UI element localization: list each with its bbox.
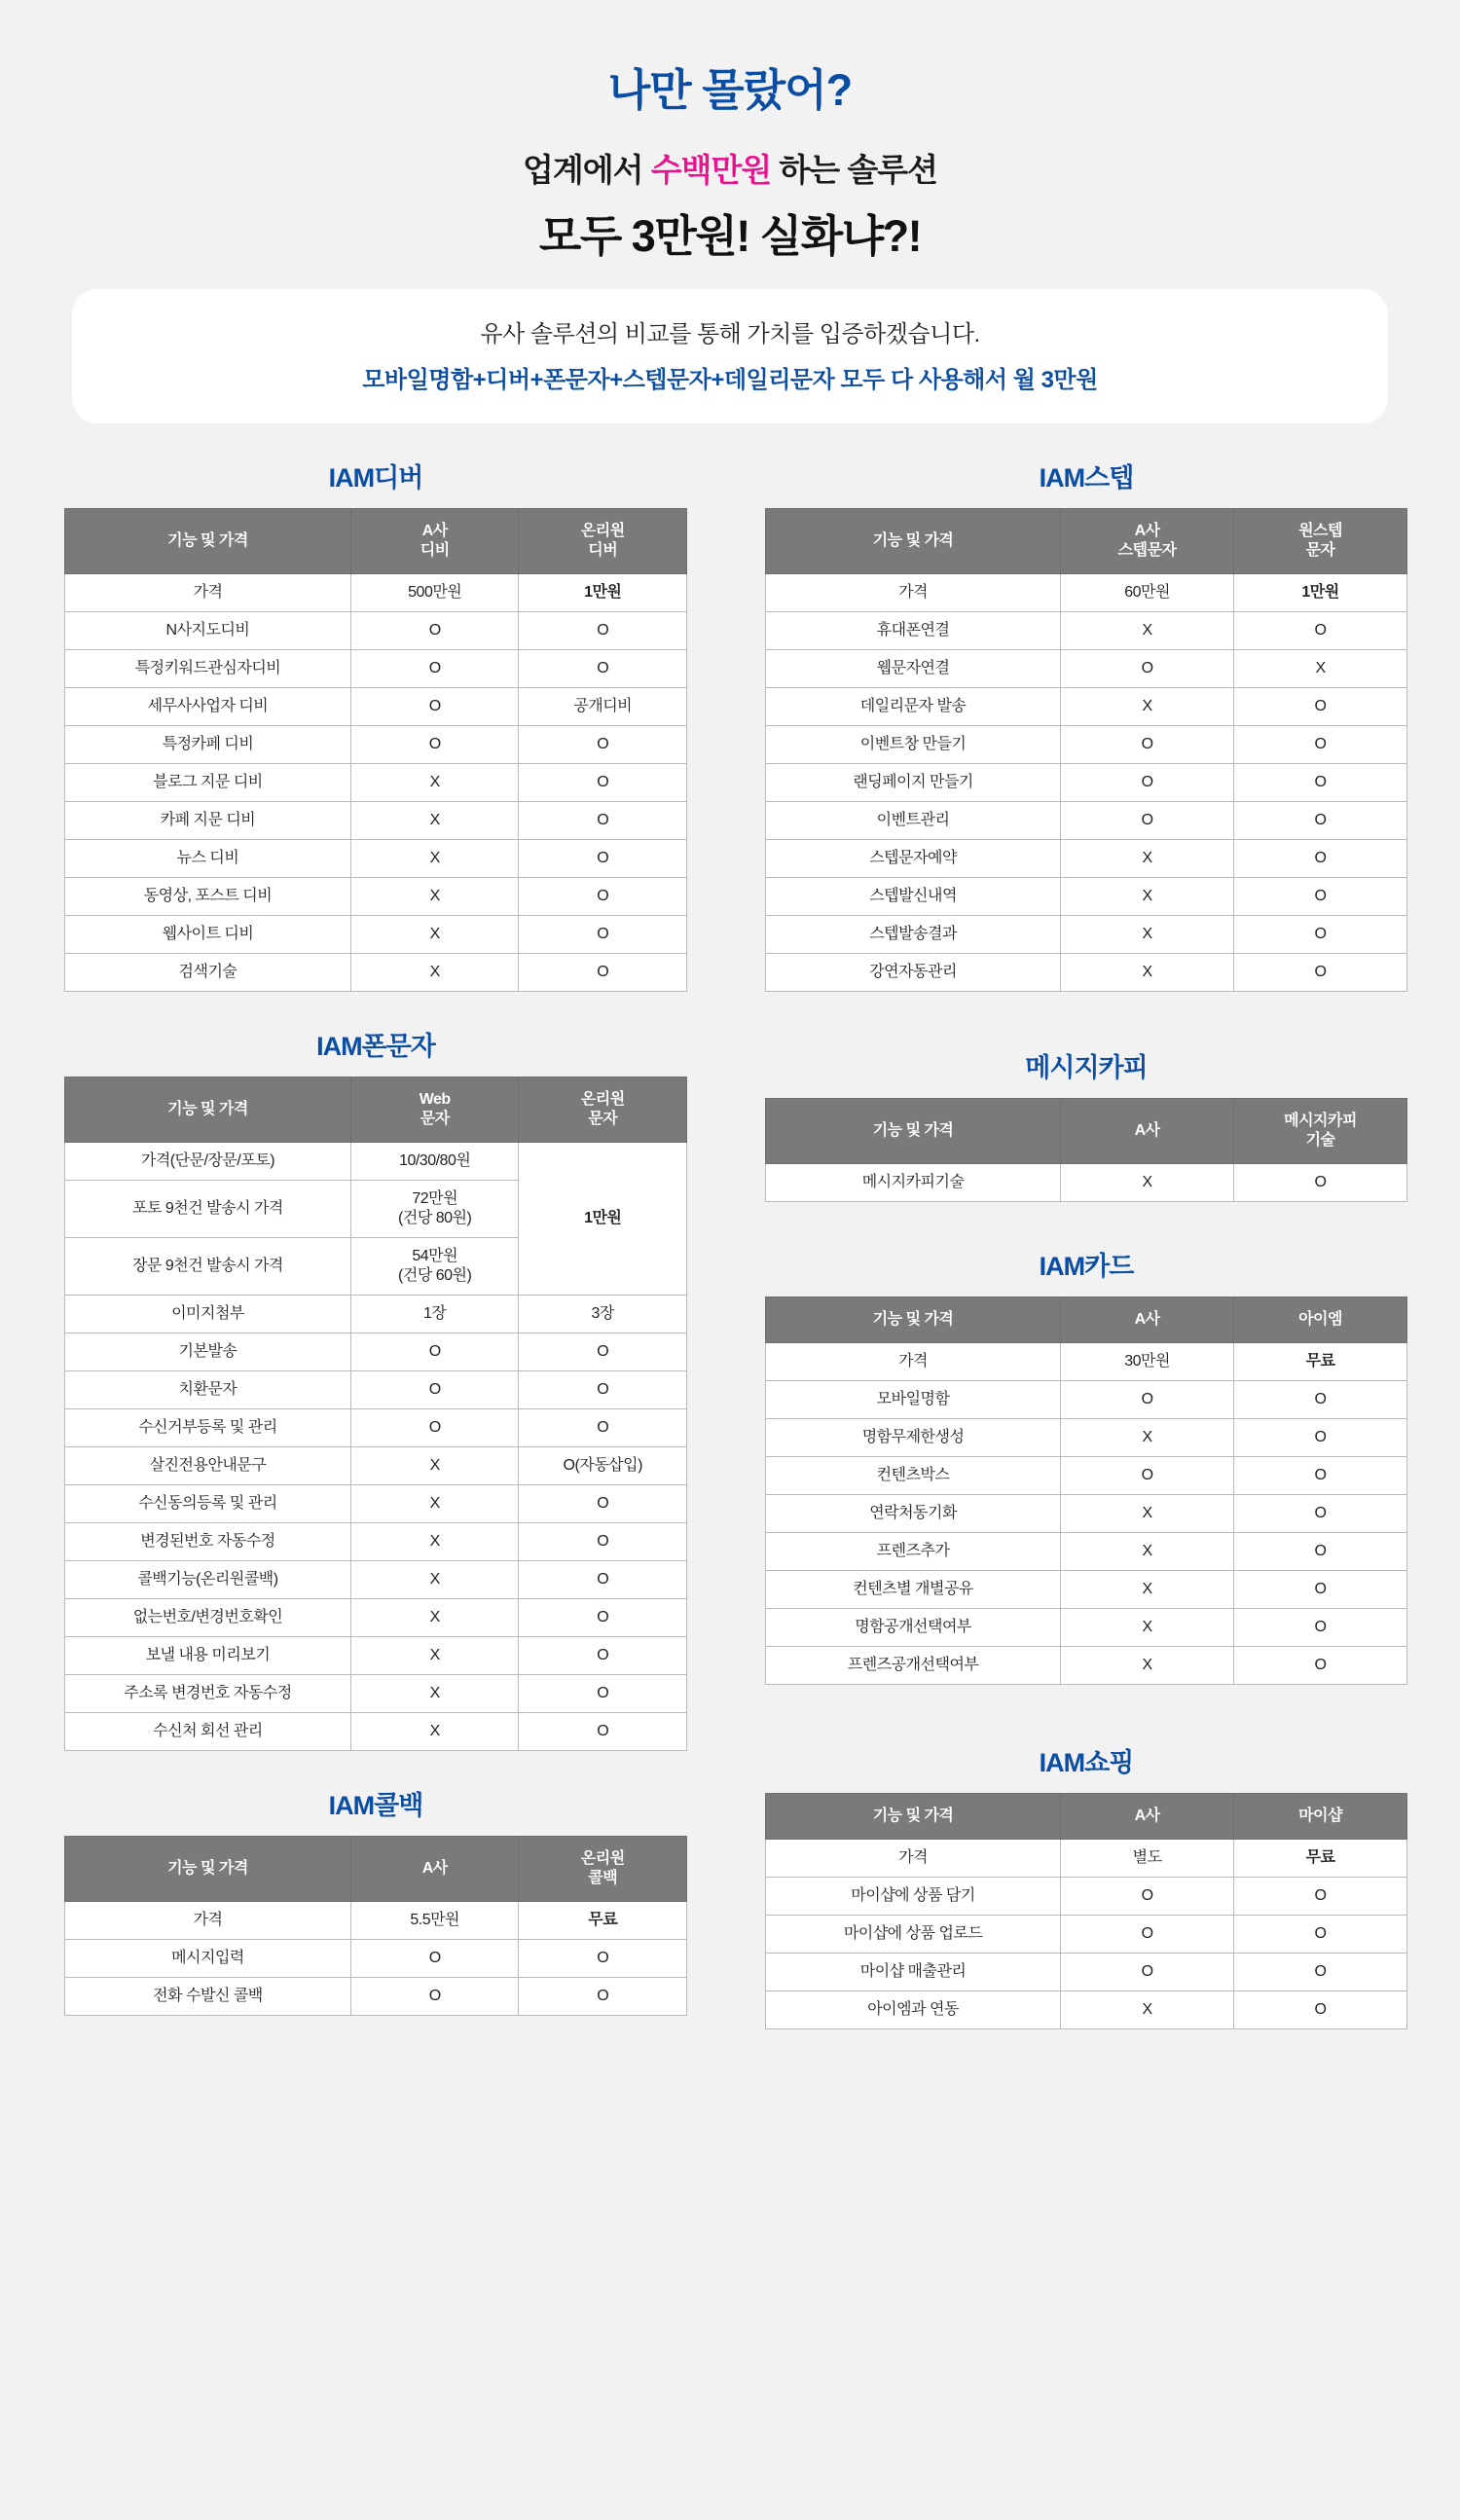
row-feature: 마이샵에 상품 담기	[766, 1878, 1061, 1916]
row-feature: 변경된번호 자동수정	[65, 1523, 351, 1561]
row-value-a: X	[350, 1599, 519, 1637]
table-row	[65, 1902, 687, 1940]
row-value-b: O	[1234, 1609, 1407, 1647]
row-value-a: X	[1061, 1164, 1234, 1202]
row-feature: 전화 수발신 콜백	[65, 1978, 351, 2016]
tables-area	[0, 457, 1460, 2462]
table-row	[65, 1561, 687, 1599]
table-copy	[765, 1098, 1407, 1202]
row-feature: 주소록 변경번호 자동수정	[65, 1675, 351, 1713]
row-value-b: O	[1234, 1991, 1407, 2029]
row-value-a: O	[1061, 650, 1234, 688]
row-value-b-merged: 1만원	[519, 1143, 687, 1296]
row-value-a: X	[350, 1485, 519, 1523]
hero-subtitle	[0, 145, 1460, 191]
table-row	[766, 916, 1407, 954]
row-feature: 강연자동관리	[766, 954, 1061, 992]
block-shopping	[765, 1741, 1407, 2029]
row-value-b: O	[1234, 878, 1407, 916]
table-row	[766, 612, 1407, 650]
row-value-b: 무료	[519, 1902, 687, 1940]
row-value-b: O	[519, 1637, 687, 1675]
table-row	[766, 1840, 1407, 1878]
table-header-col-2: 온리원 문자	[519, 1077, 687, 1143]
hero-subtitle-pre: 업계에서	[523, 152, 651, 188]
row-value-b: O	[519, 1675, 687, 1713]
row-value-b: O	[519, 650, 687, 688]
row-value-a: 60만원	[1061, 574, 1234, 612]
row-value-b: O	[519, 1599, 687, 1637]
row-feature: 마이샵에 상품 업로드	[766, 1916, 1061, 1954]
row-feature: 콜백기능(온리원콜백)	[65, 1561, 351, 1599]
row-value-a: X	[1061, 1495, 1234, 1533]
row-value-a: X	[350, 954, 519, 992]
table-row	[766, 840, 1407, 878]
row-feature: 명함공개선택여부	[766, 1609, 1061, 1647]
row-value-a: X	[1061, 1991, 1234, 2029]
row-value-a: X	[350, 1713, 519, 1751]
row-feature: 수신처 회선 관리	[65, 1713, 351, 1751]
hero-kicker: 나만 몰랐어?	[607, 65, 853, 115]
row-feature: 명함무제한생성	[766, 1419, 1061, 1457]
row-value-b: O	[519, 840, 687, 878]
table-row	[766, 1533, 1407, 1571]
row-value-b: O	[519, 1409, 687, 1447]
row-value-a: O	[1061, 1457, 1234, 1495]
row-feature: 가격	[766, 574, 1061, 612]
table-row	[766, 1495, 1407, 1533]
row-value-a: 72만원 (건당 80원)	[350, 1181, 519, 1238]
table-diver	[64, 508, 687, 992]
table-row	[65, 1978, 687, 2016]
table-row	[65, 1409, 687, 1447]
row-value-b: O	[519, 612, 687, 650]
row-value-b: O	[519, 764, 687, 802]
row-value-b: 공개디비	[519, 688, 687, 726]
row-feature: 기본발송	[65, 1333, 351, 1371]
table-header-col-1: Web 문자	[350, 1077, 519, 1143]
row-value-b: O(자동삽입)	[519, 1447, 687, 1485]
row-feature: 검색기술	[65, 954, 351, 992]
row-value-b: O	[1234, 764, 1407, 802]
table-phone	[64, 1077, 687, 1751]
table-header-col-1: A사 디비	[350, 509, 519, 574]
row-value-a: X	[350, 764, 519, 802]
table-row	[65, 1447, 687, 1485]
row-feature: 연락처동기화	[766, 1495, 1061, 1533]
table-shopping	[765, 1793, 1407, 2029]
row-value-a: X	[1061, 1533, 1234, 1571]
table-row	[65, 688, 687, 726]
row-feature: 가격(단문/장문/포토)	[65, 1143, 351, 1181]
row-value-b: O	[1234, 1164, 1407, 1202]
row-value-a: 10/30/80원	[350, 1143, 519, 1181]
row-feature: 포토 9천건 발송시 가격	[65, 1181, 351, 1238]
row-value-a: 별도	[1061, 1840, 1234, 1878]
table-row	[65, 612, 687, 650]
row-feature: 이벤트관리	[766, 802, 1061, 840]
row-feature: 살진전용안내문구	[65, 1447, 351, 1485]
table-header-feature: 기능 및 가격	[766, 1297, 1061, 1343]
row-feature: 카페 지문 디비	[65, 802, 351, 840]
table-row	[65, 1296, 687, 1333]
row-value-a: X	[350, 1561, 519, 1599]
row-value-a: X	[1061, 688, 1234, 726]
row-value-b: O	[519, 1713, 687, 1751]
row-feature: 아이엠과 연동	[766, 1991, 1061, 2029]
row-feature: 뉴스 디비	[65, 840, 351, 878]
block-callback	[64, 1784, 687, 2016]
block-card	[765, 1245, 1407, 1685]
row-value-b: O	[519, 1523, 687, 1561]
row-value-b: O	[1234, 1533, 1407, 1571]
row-feature: 메시지카피기술	[766, 1164, 1061, 1202]
table-row	[65, 1143, 687, 1181]
table-header-col-1: A사	[350, 1837, 519, 1902]
row-value-b: O	[519, 916, 687, 954]
row-value-a: 500만원	[350, 574, 519, 612]
table-header-col-1: A사	[1061, 1794, 1234, 1840]
row-value-b: O	[519, 954, 687, 992]
title-diver: IAM디버	[328, 463, 423, 493]
row-value-a: O	[350, 1940, 519, 1978]
row-feature: 이벤트창 만들기	[766, 726, 1061, 764]
note-box	[72, 289, 1388, 423]
row-feature: 장문 9천건 발송시 가격	[65, 1238, 351, 1296]
row-value-b: O	[1234, 840, 1407, 878]
row-value-b: O	[1234, 1457, 1407, 1495]
table-header-col-2: 마이샵	[1234, 1794, 1407, 1840]
table-step	[765, 508, 1407, 992]
row-value-b: O	[1234, 1571, 1407, 1609]
row-value-b: O	[519, 1485, 687, 1523]
row-feature: 마이샵 매출관리	[766, 1954, 1061, 1991]
row-value-a: O	[350, 688, 519, 726]
table-row	[65, 1940, 687, 1978]
table-callback	[64, 1836, 687, 2016]
table-header-feature: 기능 및 가격	[766, 509, 1061, 574]
row-feature: 동영상, 포스트 디비	[65, 878, 351, 916]
title-callback: IAM콜백	[328, 1791, 423, 1820]
table-row	[766, 726, 1407, 764]
table-row	[65, 1523, 687, 1561]
table-header-col-2: 온리원 디버	[519, 509, 687, 574]
table-row	[766, 802, 1407, 840]
row-value-a: X	[350, 1637, 519, 1675]
row-value-a: O	[350, 1409, 519, 1447]
row-value-a: X	[350, 802, 519, 840]
table-row	[766, 1343, 1407, 1381]
table-row	[65, 1637, 687, 1675]
table-row	[766, 688, 1407, 726]
row-value-b: 3장	[519, 1296, 687, 1333]
hero-section	[0, 0, 1460, 423]
row-value-a: X	[350, 1675, 519, 1713]
table-header-col-2: 온리원 콜백	[519, 1837, 687, 1902]
table-row	[766, 1381, 1407, 1419]
block-step	[765, 457, 1407, 992]
table-row	[766, 1647, 1407, 1685]
row-feature: 프렌즈추가	[766, 1533, 1061, 1571]
row-value-b: O	[1234, 688, 1407, 726]
row-value-b: O	[1234, 1495, 1407, 1533]
row-value-b: O	[1234, 1647, 1407, 1685]
row-value-a: X	[1061, 840, 1234, 878]
row-value-b: O	[1234, 1916, 1407, 1954]
row-feature: 웹사이트 디비	[65, 916, 351, 954]
table-row	[65, 878, 687, 916]
row-value-b: O	[519, 1371, 687, 1409]
table-header-feature: 기능 및 가격	[766, 1794, 1061, 1840]
row-feature: 세무사사업자 디비	[65, 688, 351, 726]
table-row	[65, 574, 687, 612]
row-value-a: O	[350, 726, 519, 764]
row-value-b: O	[519, 1333, 687, 1371]
row-feature: 특정키워드관심자디비	[65, 650, 351, 688]
row-value-a: X	[1061, 1609, 1234, 1647]
row-value-a: O	[350, 1333, 519, 1371]
table-row	[766, 764, 1407, 802]
table-row	[766, 1419, 1407, 1457]
hero-subtitle-highlight: 수백만원	[650, 152, 772, 188]
title-phone: IAM폰문자	[316, 1032, 435, 1061]
table-row	[65, 1371, 687, 1409]
row-value-b: 1만원	[1234, 574, 1407, 612]
table-row	[766, 1916, 1407, 1954]
row-value-a: X	[1061, 612, 1234, 650]
row-value-a: X	[1061, 1419, 1234, 1457]
table-header-feature: 기능 및 가격	[65, 1837, 351, 1902]
block-copy	[765, 1046, 1407, 1202]
row-value-a: O	[350, 1371, 519, 1409]
hero-headline: 모두 3만원! 실화냐?!	[538, 211, 922, 261]
block-diver	[64, 457, 687, 992]
table-row	[766, 1571, 1407, 1609]
row-value-a: O	[1061, 1954, 1234, 1991]
row-value-b: O	[1234, 1954, 1407, 1991]
row-value-a: O	[1061, 1381, 1234, 1419]
row-value-a: O	[350, 650, 519, 688]
title-copy: 메시지카피	[1025, 1053, 1148, 1082]
row-feature: 보낼 내용 미리보기	[65, 1637, 351, 1675]
table-card	[765, 1297, 1407, 1685]
right-column	[765, 457, 1407, 2063]
table-row	[766, 1878, 1407, 1916]
row-value-a: X	[1061, 878, 1234, 916]
table-row	[766, 1164, 1407, 1202]
row-feature: 수신거부등록 및 관리	[65, 1409, 351, 1447]
row-value-b: O	[519, 726, 687, 764]
row-value-b: X	[1234, 650, 1407, 688]
row-feature: 스텝문자예약	[766, 840, 1061, 878]
row-feature: 스텝발신내역	[766, 878, 1061, 916]
row-feature: 데일리문자 발송	[766, 688, 1061, 726]
note-line-2: 모바일명함+디버+폰문자+스텝문자+데일리문자 모두 다 사용해서 월 3만원	[362, 367, 1098, 393]
row-feature: 특정카페 디비	[65, 726, 351, 764]
title-card: IAM카드	[1039, 1252, 1134, 1281]
row-value-b: 1만원	[519, 574, 687, 612]
row-value-b: O	[1234, 802, 1407, 840]
table-header-feature: 기능 및 가격	[766, 1099, 1061, 1164]
title-step: IAM스텝	[1039, 463, 1134, 493]
row-value-b: O	[1234, 726, 1407, 764]
row-value-b: 무료	[1234, 1343, 1407, 1381]
row-value-a: 1장	[350, 1296, 519, 1333]
block-phone	[64, 1025, 687, 1751]
row-value-b: O	[519, 1978, 687, 2016]
row-feature: 치환문자	[65, 1371, 351, 1409]
row-value-a: O	[1061, 764, 1234, 802]
title-shopping: IAM쇼핑	[1039, 1748, 1134, 1777]
table-header-feature: 기능 및 가격	[65, 1077, 351, 1143]
row-value-a: X	[350, 840, 519, 878]
row-feature: 스텝발송결과	[766, 916, 1061, 954]
row-value-a: X	[1061, 1571, 1234, 1609]
row-value-a: X	[350, 878, 519, 916]
table-row	[65, 954, 687, 992]
table-header-col-1: A사 스텝문자	[1061, 509, 1234, 574]
row-value-b: O	[1234, 1419, 1407, 1457]
table-row	[65, 650, 687, 688]
row-value-b: O	[519, 1940, 687, 1978]
row-value-a: O	[1061, 802, 1234, 840]
row-value-a: O	[1061, 726, 1234, 764]
table-row	[766, 954, 1407, 992]
note-line-1: 유사 솔루션의 비교를 통해 가치를 입증하겠습니다.	[480, 321, 980, 347]
row-value-a: X	[350, 1447, 519, 1485]
table-row	[766, 1457, 1407, 1495]
table-row	[766, 1609, 1407, 1647]
row-value-b: O	[519, 1561, 687, 1599]
row-feature: 컨텐츠별 개별공유	[766, 1571, 1061, 1609]
row-feature: 모바일명함	[766, 1381, 1061, 1419]
row-feature: 컨텐츠박스	[766, 1457, 1061, 1495]
row-feature: 가격	[65, 574, 351, 612]
table-row	[65, 1333, 687, 1371]
table-row	[65, 1713, 687, 1751]
row-value-b: 무료	[1234, 1840, 1407, 1878]
row-feature: 웹문자연결	[766, 650, 1061, 688]
row-value-a: 5.5만원	[350, 1902, 519, 1940]
table-row	[65, 1675, 687, 1713]
row-feature: 수신동의등록 및 관리	[65, 1485, 351, 1523]
row-feature: 가격	[766, 1840, 1061, 1878]
row-feature: 랜딩페이지 만들기	[766, 764, 1061, 802]
table-row	[65, 916, 687, 954]
table-row	[766, 1954, 1407, 1991]
row-feature: 프렌즈공개선택여부	[766, 1647, 1061, 1685]
row-feature: 메시지입력	[65, 1940, 351, 1978]
table-row	[766, 1991, 1407, 2029]
left-column	[64, 457, 687, 2049]
row-value-b: O	[519, 878, 687, 916]
row-value-a: O	[1061, 1878, 1234, 1916]
table-row	[65, 726, 687, 764]
row-value-b: O	[1234, 954, 1407, 992]
row-feature: 블로그 지문 디비	[65, 764, 351, 802]
table-header-col-2: 아이엠	[1234, 1297, 1407, 1343]
table-header-col-1: A사	[1061, 1297, 1234, 1343]
row-feature: N사지도디비	[65, 612, 351, 650]
hero-subtitle-post: 하는 솔루션	[771, 152, 937, 188]
row-value-a: X	[350, 1523, 519, 1561]
row-value-b: O	[1234, 916, 1407, 954]
table-row	[65, 802, 687, 840]
table-row	[65, 840, 687, 878]
row-value-a: 54만원 (건당 60원)	[350, 1238, 519, 1296]
row-value-a: O	[350, 612, 519, 650]
row-feature: 휴대폰연결	[766, 612, 1061, 650]
table-header-col-2: 원스텝 문자	[1234, 509, 1407, 574]
table-header-feature: 기능 및 가격	[65, 509, 351, 574]
row-feature: 이미지첨부	[65, 1296, 351, 1333]
row-value-a: O	[1061, 1916, 1234, 1954]
row-value-a: X	[1061, 916, 1234, 954]
table-row	[65, 1485, 687, 1523]
row-value-b: O	[1234, 1381, 1407, 1419]
row-value-b: O	[1234, 1878, 1407, 1916]
row-value-a: X	[1061, 954, 1234, 992]
row-feature: 없는번호/변경번호확인	[65, 1599, 351, 1637]
table-row	[65, 764, 687, 802]
table-row	[766, 878, 1407, 916]
row-value-a: X	[350, 916, 519, 954]
row-value-a: 30만원	[1061, 1343, 1234, 1381]
row-value-a: X	[1061, 1647, 1234, 1685]
row-feature: 가격	[766, 1343, 1061, 1381]
row-value-b: O	[1234, 612, 1407, 650]
row-value-b: O	[519, 802, 687, 840]
row-value-a: O	[350, 1978, 519, 2016]
table-row	[766, 650, 1407, 688]
table-row	[65, 1599, 687, 1637]
table-header-col-1: A사	[1061, 1099, 1234, 1164]
table-header-col-2: 메시지카피 기술	[1234, 1099, 1407, 1164]
row-feature: 가격	[65, 1902, 351, 1940]
table-row	[766, 574, 1407, 612]
